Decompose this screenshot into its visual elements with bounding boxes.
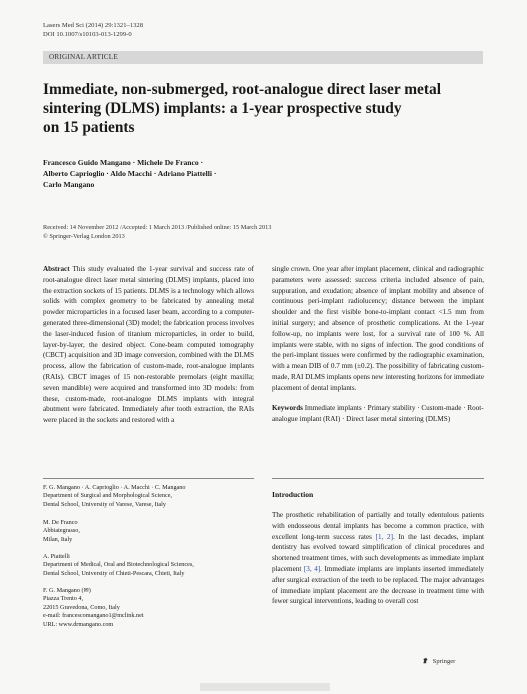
abstract-left-column <box>43 264 254 426</box>
abstract-right-column <box>272 264 484 394</box>
introduction-text <box>272 510 484 607</box>
journal-doi: DOI 10.1007/s10103-013-1299-0 <box>43 31 132 38</box>
copyright-notice: © Springer-Verlag London 2013 <box>43 233 125 240</box>
journal-header <box>43 21 143 39</box>
title-line: sintering (DLMS) implants: a 1-year prospective study <box>43 100 402 117</box>
affiliation-line: Abbiategrasso, <box>43 527 80 535</box>
article-title <box>43 80 483 137</box>
author-line: Alberto Caprioglio · Aldo Macchi · Adriano Piattelli · <box>43 169 217 178</box>
publisher-name: Springer <box>432 658 456 665</box>
introduction-heading: Introduction <box>272 490 314 499</box>
author-list <box>43 157 216 190</box>
affiliation-line: F. G. Mangano (✉) <box>43 587 91 594</box>
affiliation-line: Dental School, University of Varese, Varese, Italy <box>43 500 166 508</box>
springer-horse-icon <box>422 657 429 664</box>
affiliation-line: Piazza Trento 4, <box>43 595 84 603</box>
received-dates: Received: 14 November 2012 /Accepted: 1 March 2013 /Published online: 15 March 2013 <box>43 224 272 231</box>
corresponding-author-block <box>43 587 254 629</box>
affiliation-line: 22015 Gravedona, Como, Italy <box>43 603 120 611</box>
author-line: Carlo Mangano <box>43 180 95 189</box>
citation-link[interactable]: [1, 2] <box>375 532 393 541</box>
affiliation-line: A. Piattelli <box>43 553 70 560</box>
journal-citation: Lasers Med Sci (2014) 29:1321–1328 <box>43 22 143 29</box>
article-type-label: ORIGINAL ARTICLE <box>49 53 118 61</box>
affiliation-line: Department of Surgical and Morphological Science, <box>43 492 173 500</box>
author-line: Francesco Guido Mangano · Michele De Franco · <box>43 158 204 167</box>
publication-dates <box>43 223 271 241</box>
article-type-banner <box>43 51 483 64</box>
abstract-text-left: This study evaluated the 1-year survival and success rate of root-analogue direct laser metal sintering (DLMS) implants, placed into the extraction sockets of 15 patients. DLMS is a technology which allows solids with complex geometry to be fabricated by annealing metal powder microparticles in a focused laser beam, according to a computer-generated three-dimensional (3D) model; the fabrication process involves the laser-induced fusion of titanium microparticles, in order to build, layer-by-layer, the desired object. Cone-beam computed tomography (CBCT) acquisition and 3D image conversion, combined with the DLMS process, allow the fabrication of custom-made, root-analogue implants (RAIs). CBCT images of 15 non-restorable premolars (eight maxilla; seven mandible) were acquired and transformed into 3D models: from these, custom-made, root-analogue DLMS implants with integral abutment were fabricated. Immediately after tooth extraction, the RAIs were placed in the sockets and restored with a <box>43 265 255 425</box>
abstract-label: Abstract <box>43 265 70 273</box>
email-link[interactable]: e-mail: francescomangano1@mclink.net <box>43 612 144 620</box>
title-line: Immediate, non-submerged, root-analogue direct laser metal <box>43 81 441 98</box>
publisher-mark <box>422 657 455 665</box>
affiliation-line: Dental School, University of Chieti-Pescara, Chieti, Italy <box>43 569 185 577</box>
intro-text-part: . Immediate implants are implants inserted immediately after surgical extraction of the teeth to be replaced. The major advantages of immediate implant placement are the decrease in treatment time with fewer surgical interventions, leading to overall cost <box>272 564 485 606</box>
keywords-label: Keywords <box>272 404 303 412</box>
website-link[interactable]: URL: www.drmangano.com <box>43 620 114 628</box>
affiliation-line: Milan, Italy <box>43 535 73 543</box>
abstract-text-right: single crown. One year after implant placement, clinical and radiographic parameters were assessed: success criteria included absence of pain, suppuration, and exudation; absence of implant mobility and absence of continuous peri-implant radiolucency; distance between the implant shoulder and the first visible bone-to-implant contact <1.5 mm from initial surgery; and absence of prosthetic complications. At the 1-year follow-up, no implants were lost, for a survival rate of 100 %. All implants were stable, with no signs of infection. The good conditions of the peri-implant tissues were confirmed by the radiographic examination, with a mean DIB of 0.7 mm (±0.2). The possibility of fabricating custom-made, RAI DLMS implants opens new interesting horizons for immediate placement of dental implants. <box>272 265 484 392</box>
keywords-text: Immediate implants · Primary stability · Custom-made · Root-analogue implant (RAI) · Direct laser metal sintering (DLMS) <box>272 404 484 423</box>
left-divider <box>43 478 254 479</box>
keywords-block <box>272 403 484 425</box>
affiliation-block <box>43 519 254 544</box>
affiliation-line: Department of Medical, Oral and Biotechnological Sciences, <box>43 561 194 569</box>
affiliation-block <box>43 484 254 509</box>
affiliation-block <box>43 553 254 578</box>
affiliation-line: F. G. Mangano · A. Caprioglio · A. Macchi · C. Mangano <box>43 484 186 491</box>
page-footer-bar <box>200 683 330 691</box>
intro-text-part: . In the last decades, implant dentistry has evolved toward simplification of clinical procedures and shortened treatment times, with such developments as immediate implant placement <box>272 532 485 573</box>
title-line: on 15 patients <box>43 119 135 136</box>
intro-text-part: The prosthetic rehabilitation of partially and totally edentulous patients with endosseous dental implants has become a common practice, with excellent long-term success rates <box>272 511 484 541</box>
right-divider <box>272 478 484 479</box>
affiliation-line: M. De Franco <box>43 519 78 526</box>
citation-link[interactable]: [3, 4] <box>303 564 321 573</box>
